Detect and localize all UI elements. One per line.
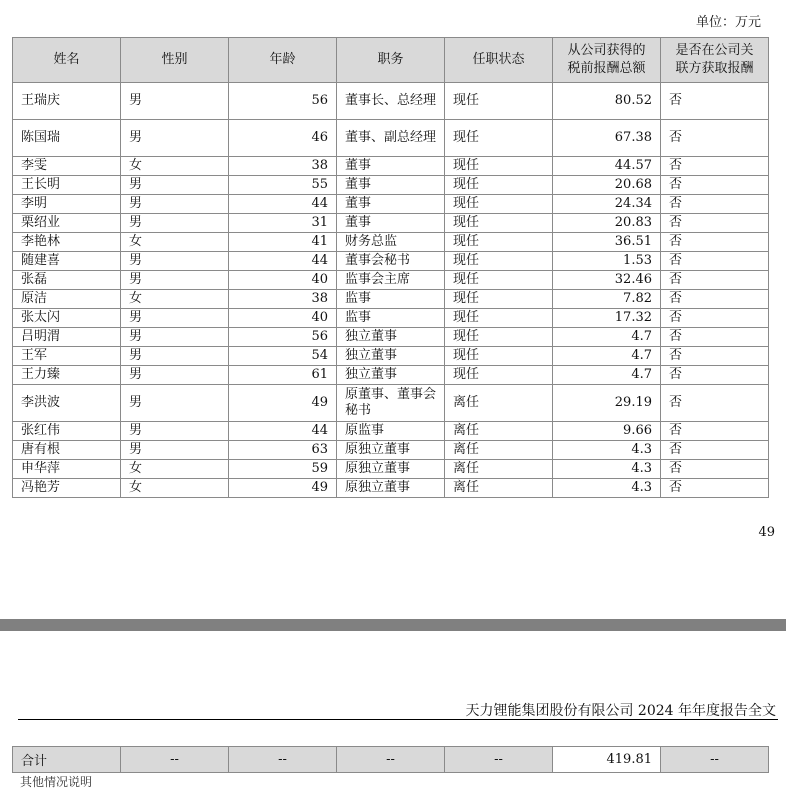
cell-gender: 男 [121,366,229,385]
cut-off-text [20,775,140,789]
cell-gender: 女 [121,290,229,309]
table-row [13,441,769,460]
cell-title: 原独立董事 [337,441,445,460]
cell-gender: 男 [121,120,229,157]
cell-age: 38 [229,157,337,176]
cell-title: 独立董事 [337,347,445,366]
cell-name: 王瑞庆 [13,83,121,120]
cell-name: 随建喜 [13,252,121,271]
cell-name: 栗绍业 [13,214,121,233]
cell-age: 40 [229,309,337,328]
cell-related: 否 [661,385,769,422]
cell-pay: 1.53 [553,252,661,271]
cell-related: 否 [661,290,769,309]
cell-title: 董事 [337,195,445,214]
cell-pay: 4.7 [553,347,661,366]
table-row [13,309,769,328]
cell-title: 财务总监 [337,233,445,252]
cell-age: 41 [229,233,337,252]
cell-name: 申华萍 [13,460,121,479]
cell-related: 否 [661,366,769,385]
cell-related: 否 [661,195,769,214]
cell-age: 56 [229,83,337,120]
cell-name: 张磊 [13,271,121,290]
cell-title: 监事 [337,309,445,328]
cell-name: 张红伟 [13,422,121,441]
table-row [13,347,769,366]
cell-title: 监事 [337,290,445,309]
cell-name: 王军 [13,347,121,366]
cell-pay: 7.82 [553,290,661,309]
cell-age: 59 [229,460,337,479]
cell-pay: 17.32 [553,309,661,328]
total-related: -- [661,747,769,773]
cell-status: 现任 [445,195,553,214]
cell-related: 否 [661,347,769,366]
cell-name: 原洁 [13,290,121,309]
header-age: 年龄 [229,38,337,83]
table-row [13,83,769,120]
cell-pay: 9.66 [553,422,661,441]
table-row [13,290,769,309]
cell-related: 否 [661,252,769,271]
cell-gender: 男 [121,271,229,290]
table-row [13,385,769,422]
cell-title: 董事长、总经理 [337,83,445,120]
cell-status: 现任 [445,347,553,366]
cell-related: 否 [661,328,769,347]
cell-gender: 男 [121,176,229,195]
cell-title: 监事会主席 [337,271,445,290]
report-title: 天力锂能集团股份有限公司 2024 年年度报告全文 [465,703,776,719]
cell-related: 否 [661,441,769,460]
cell-gender: 女 [121,233,229,252]
cell-title: 原董事、董事会秘书 [337,385,445,422]
cell-status: 现任 [445,309,553,328]
table-header-row [13,38,769,83]
cell-related: 否 [661,157,769,176]
cell-name: 吕明渭 [13,328,121,347]
cell-status: 现任 [445,366,553,385]
cell-pay: 29.19 [553,385,661,422]
cell-name: 陈国瑞 [13,120,121,157]
cell-age: 46 [229,120,337,157]
table-row [13,366,769,385]
cell-name: 李雯 [13,157,121,176]
total-pay: 419.81 [553,747,661,773]
header-gender: 性别 [121,38,229,83]
cell-related: 否 [661,309,769,328]
total-label: 合计 [13,747,121,773]
cell-age: 31 [229,214,337,233]
header-related: 是否在公司关 联方获取报酬 [661,38,769,83]
cell-related: 否 [661,233,769,252]
cell-status: 离任 [445,441,553,460]
total-status: -- [445,747,553,773]
total-row [13,747,769,773]
table-row [13,479,769,498]
cell-gender: 男 [121,441,229,460]
cell-pay: 20.68 [553,176,661,195]
unit-label: 单位：万元 [695,15,761,30]
cell-age: 49 [229,385,337,422]
cell-age: 44 [229,195,337,214]
table-row [13,195,769,214]
cell-title: 董事、副总经理 [337,120,445,157]
cell-title: 原独立董事 [337,479,445,498]
cell-name: 唐有根 [13,441,121,460]
cell-age: 40 [229,271,337,290]
cell-status: 现任 [445,290,553,309]
cell-status: 离任 [445,460,553,479]
cell-status: 现任 [445,83,553,120]
cell-name: 冯艳芳 [13,479,121,498]
cell-pay: 4.3 [553,441,661,460]
header-pay: 从公司获得的 税前报酬总额 [553,38,661,83]
cell-name: 王长明 [13,176,121,195]
cell-age: 44 [229,422,337,441]
table-row [13,176,769,195]
cell-pay: 4.7 [553,366,661,385]
cell-status: 离任 [445,479,553,498]
cell-gender: 男 [121,252,229,271]
cell-gender: 男 [121,422,229,441]
cell-gender: 男 [121,309,229,328]
cell-title: 董事 [337,157,445,176]
cell-pay: 44.57 [553,157,661,176]
cell-related: 否 [661,422,769,441]
cell-pay: 80.52 [553,83,661,120]
cell-pay: 32.46 [553,271,661,290]
table-row [13,120,769,157]
header-rule [18,719,778,720]
cell-title: 独立董事 [337,366,445,385]
table-row [13,214,769,233]
cell-pay: 4.3 [553,479,661,498]
total-gender: -- [121,747,229,773]
page-separator [0,619,786,631]
page-number: 49 [758,525,775,540]
table-row [13,422,769,441]
table-row [13,233,769,252]
total-title: -- [337,747,445,773]
cell-status: 现任 [445,233,553,252]
table-row [13,157,769,176]
cell-title: 董事 [337,214,445,233]
cell-related: 否 [661,479,769,498]
cell-pay: 67.38 [553,120,661,157]
cell-title: 原独立董事 [337,460,445,479]
cell-name: 张太闪 [13,309,121,328]
cell-title: 董事 [337,176,445,195]
cell-pay: 24.34 [553,195,661,214]
cell-related: 否 [661,83,769,120]
cell-status: 现任 [445,176,553,195]
cell-gender: 女 [121,157,229,176]
cell-status: 现任 [445,252,553,271]
cell-age: 54 [229,347,337,366]
cell-gender: 男 [121,385,229,422]
table-row [13,328,769,347]
cell-age: 63 [229,441,337,460]
total-age: -- [229,747,337,773]
cell-gender: 女 [121,479,229,498]
table-body [13,83,769,498]
cell-gender: 男 [121,195,229,214]
cut-off-text-label: 其他情况说明 [20,775,93,789]
header-title: 职务 [337,38,445,83]
table-row [13,252,769,271]
cell-name: 王力臻 [13,366,121,385]
header-name: 姓名 [13,38,121,83]
cell-age: 38 [229,290,337,309]
cell-name: 李洪波 [13,385,121,422]
cell-age: 44 [229,252,337,271]
cell-related: 否 [661,120,769,157]
cell-age: 55 [229,176,337,195]
header-status: 任职状态 [445,38,553,83]
cell-status: 现任 [445,271,553,290]
cell-related: 否 [661,271,769,290]
cell-name: 李艳林 [13,233,121,252]
cell-gender: 男 [121,83,229,120]
cell-status: 现任 [445,157,553,176]
cell-related: 否 [661,460,769,479]
cell-name: 李明 [13,195,121,214]
cell-title: 董事会秘书 [337,252,445,271]
cell-title: 原监事 [337,422,445,441]
table-row [13,460,769,479]
cell-age: 49 [229,479,337,498]
cell-gender: 女 [121,460,229,479]
cell-title: 独立董事 [337,328,445,347]
cell-pay: 20.83 [553,214,661,233]
cell-age: 61 [229,366,337,385]
cell-status: 现任 [445,120,553,157]
cell-status: 离任 [445,422,553,441]
cell-gender: 男 [121,347,229,366]
cell-pay: 36.51 [553,233,661,252]
cell-gender: 男 [121,214,229,233]
cell-status: 现任 [445,214,553,233]
cell-gender: 男 [121,328,229,347]
cell-status: 离任 [445,385,553,422]
cell-related: 否 [661,214,769,233]
cell-age: 56 [229,328,337,347]
cell-status: 现任 [445,328,553,347]
table-row [13,271,769,290]
cell-pay: 4.3 [553,460,661,479]
cell-pay: 4.7 [553,328,661,347]
cell-related: 否 [661,176,769,195]
remuneration-table [12,37,769,498]
total-table [12,746,769,773]
